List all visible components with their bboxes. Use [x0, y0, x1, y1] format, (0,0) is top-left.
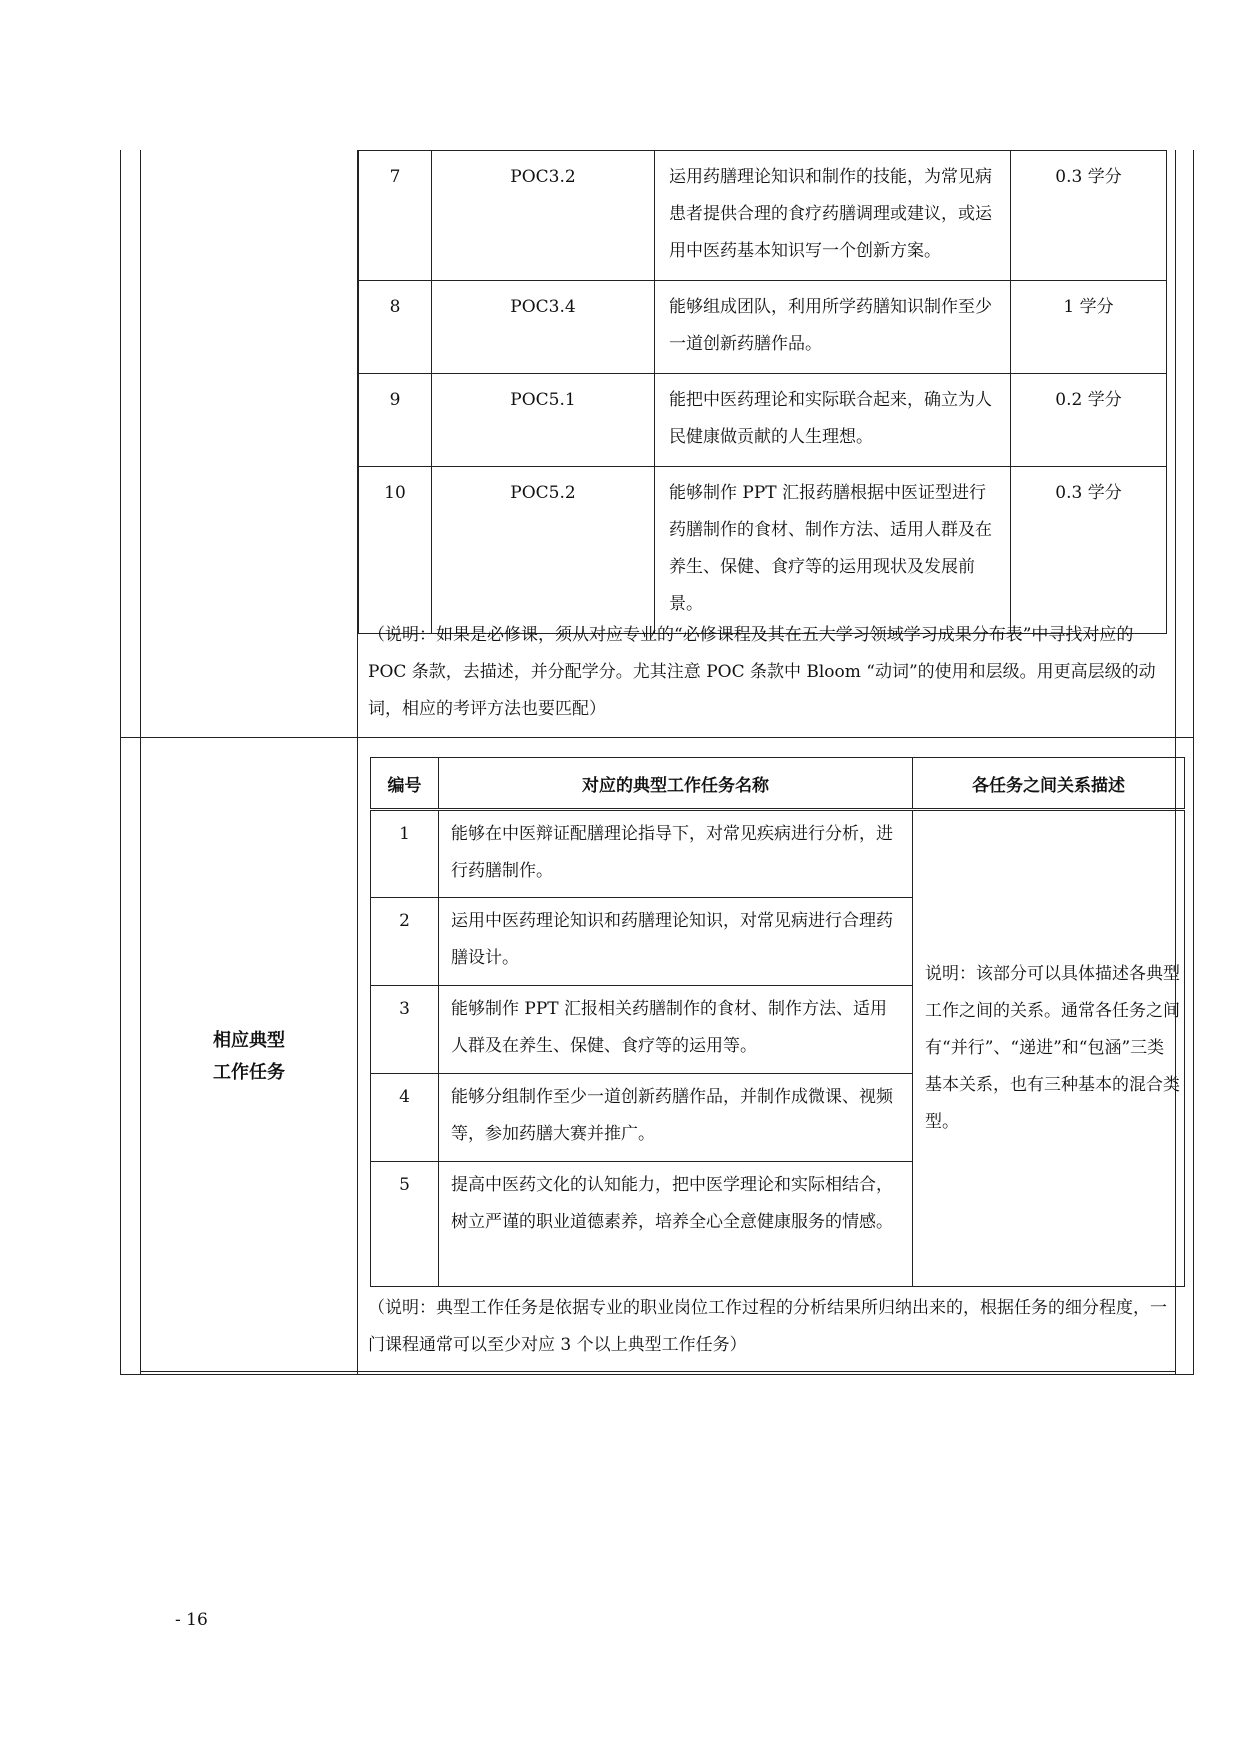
task-number: 2: [371, 898, 439, 986]
poc-credit: 1 学分: [1011, 281, 1167, 374]
poc-description: 运用药膳理论知识和制作的技能，为常见病患者提供合理的食疗药膳调理或建议，或运用中医药基本知识写一个创新方案。: [655, 151, 1011, 281]
frame-left-outer-border: [120, 150, 121, 1375]
poc-table: [358, 150, 1167, 634]
poc-number: 7: [359, 151, 432, 281]
task-name: 能够制作 PPT 汇报相关药膳制作的食材、制作方法、适用人群及在养生、保健、食疗等的运用等。: [439, 986, 913, 1074]
task-number: 1: [371, 810, 439, 898]
section-label-line-2: 工作任务: [213, 1062, 285, 1083]
poc-code: POC5.2: [432, 467, 655, 634]
frame-right-outer-border: [1193, 150, 1194, 1375]
section-label: [142, 1025, 356, 1089]
frame-left-inner-border: [140, 150, 141, 1375]
poc-description: 能够组成团队，利用所学药膳知识制作至少一道创新药膳作品。: [655, 281, 1011, 374]
task-number: 3: [371, 986, 439, 1074]
task-number: 5: [371, 1162, 439, 1287]
poc-description: 能把中医药理论和实际联合起来，确立为人民健康做贡献的人生理想。: [655, 374, 1011, 467]
poc-credit: 0.2 学分: [1011, 374, 1167, 467]
header-relation: 各任务之间关系描述: [913, 758, 1185, 810]
poc-number: 8: [359, 281, 432, 374]
page-number: - 16: [175, 1610, 208, 1630]
poc-credit: 0.3 学分: [1011, 467, 1167, 634]
poc-code: POC3.2: [432, 151, 655, 281]
poc-number: 10: [359, 467, 432, 634]
task-table: [370, 757, 1185, 1287]
table-header-row: [371, 758, 1185, 810]
frame-bottom-border: [120, 1374, 1194, 1375]
task-name: 提高中医药文化的认知能力，把中医学理论和实际相结合，树立严谨的职业道德素养，培养全心全意健康服务的情感。: [439, 1162, 913, 1287]
table-row: [359, 374, 1167, 467]
task-name: 运用中医药理论知识和药膳理论知识，对常见病进行合理药膳设计。: [439, 898, 913, 986]
poc-credit: 0.3 学分: [1011, 151, 1167, 281]
poc-note: （说明：如果是必修课，须从对应专业的“必修课程及其在五大学习领域学习成果分布表”中寻找对应的 POC 条款，去描述，并分配学分。尤其注意 POC 条款中 Bloom “动词”的使用和层级。用更高层级的动词，相应的考评方法也要匹配）: [368, 625, 1156, 719]
frame-bottom-border-inner: [140, 1371, 1176, 1372]
poc-code: POC3.4: [432, 281, 655, 374]
header-number: 编号: [371, 758, 439, 810]
task-name: 能够在中医辩证配膳理论指导下，对常见疾病进行分析，进行药膳制作。: [439, 810, 913, 898]
section-label-line-1: 相应典型: [213, 1030, 285, 1051]
poc-number: 9: [359, 374, 432, 467]
poc-code: POC5.1: [432, 374, 655, 467]
table-row: [371, 810, 1185, 898]
frame-middle-divider: [120, 737, 1194, 738]
task-name: 能够分组制作至少一道创新药膳作品，并制作成微课、视频等，参加药膳大赛并推广。: [439, 1074, 913, 1162]
task-number: 4: [371, 1074, 439, 1162]
table-row: [359, 467, 1167, 634]
table-row: [359, 281, 1167, 374]
task-relation-description: 说明：该部分可以具体描述各典型工作之间的关系。通常各任务之间有“并行”、“递进”和“包涵”三类基本关系，也有三种基本的混合类型。: [913, 810, 1185, 1287]
table-row: [359, 151, 1167, 281]
task-note: （说明：典型工作任务是依据专业的职业岗位工作过程的分析结果所归纳出来的，根据任务的细分程度，一门课程通常可以至少对应 3 个以上典型工作任务）: [368, 1298, 1167, 1355]
header-task-name: 对应的典型工作任务名称: [439, 758, 913, 810]
poc-description: 能够制作 PPT 汇报药膳根据中医证型进行药膳制作的食材、制作方法、适用人群及在养生、保健、食疗等的运用现状及发展前景。: [655, 467, 1011, 634]
